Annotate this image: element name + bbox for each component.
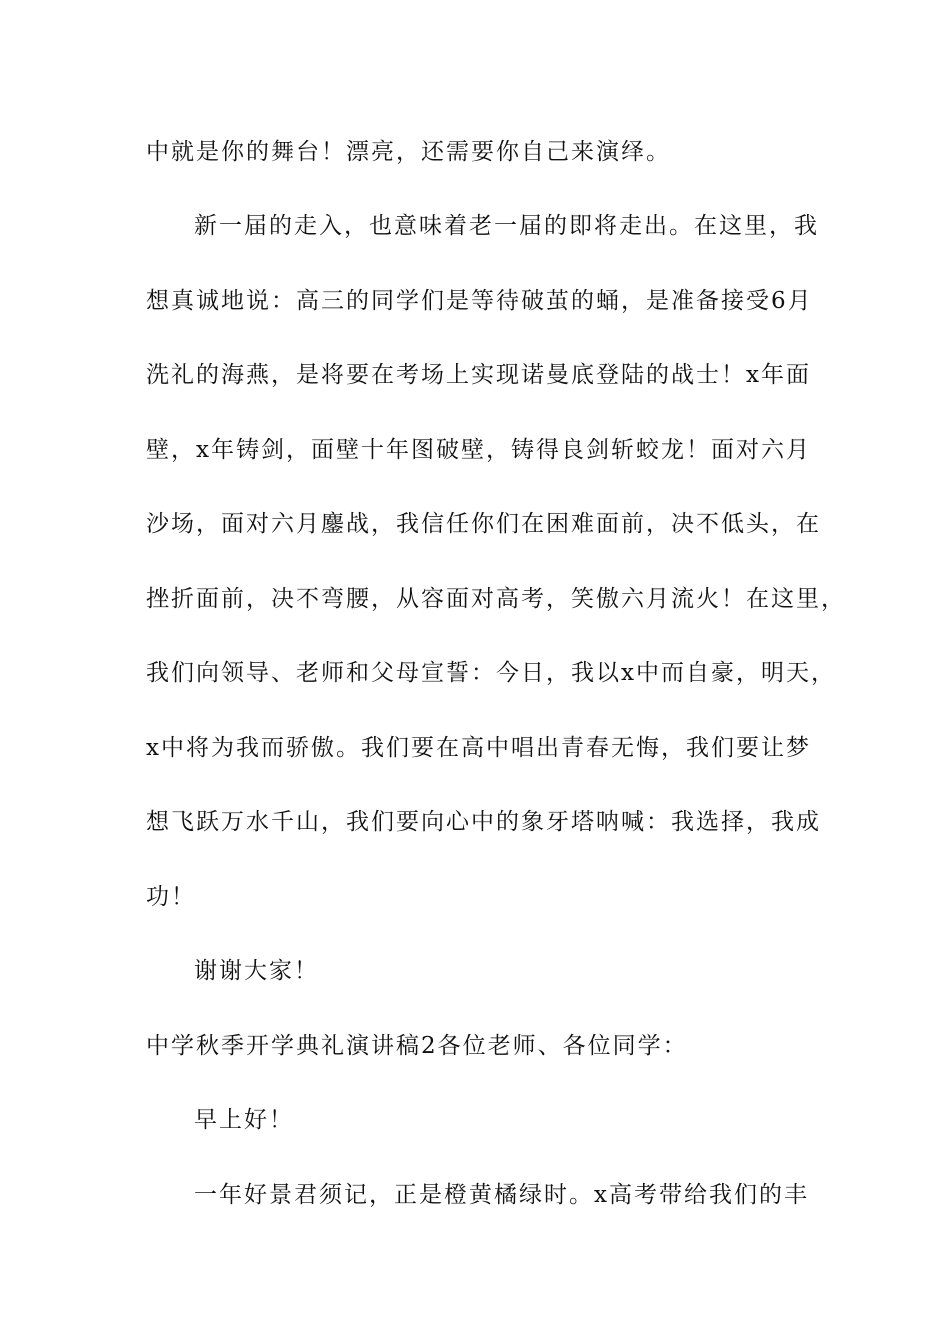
greeting-line: 早上好！ [194, 1107, 294, 1133]
text-line: 中就是你的舞台！漂亮，还需要你自己来演绎。 [146, 139, 671, 165]
text-line: 壁，x年铸剑，面壁十年图破壁，铸得良剑斩蛟龙！面对六月 [146, 437, 811, 463]
paragraph-start-line: 一年好景君须记，正是橙黄橘绿时。x高考带给我们的丰 [194, 1182, 809, 1208]
section-heading-line: 中学秋季开学典礼演讲稿2各位老师、各位同学： [146, 1033, 688, 1059]
text-line: 我们向领导、老师和父母宣誓：今日，我以x中而自豪，明天， [146, 660, 836, 686]
text-line: 功！ [146, 884, 196, 910]
paragraph-start-line: 新一届的走入，也意味着老一届的即将走出。在这里，我 [194, 213, 819, 239]
text-line: 想真诚地说：高三的同学们是等待破茧的蛹，是准备接受6月 [146, 288, 813, 314]
text-line: 想飞跃万水千山，我们要向心中的象牙塔呐喊：我选择，我成 [146, 809, 821, 835]
text-line: 洗礼的海燕，是将要在考场上实现诺曼底登陆的战士！x年面 [146, 362, 811, 388]
text-line: 挫折面前，决不弯腰，从容面对高考，笑傲六月流火！在这里， [146, 586, 846, 612]
text-line: x中将为我而骄傲。我们要在高中唱出青春无悔，我们要让梦 [146, 735, 811, 761]
text-line: 沙场，面对六月鏖战，我信任你们在困难面前，决不低头，在 [146, 511, 821, 537]
closing-line: 谢谢大家！ [194, 958, 319, 984]
